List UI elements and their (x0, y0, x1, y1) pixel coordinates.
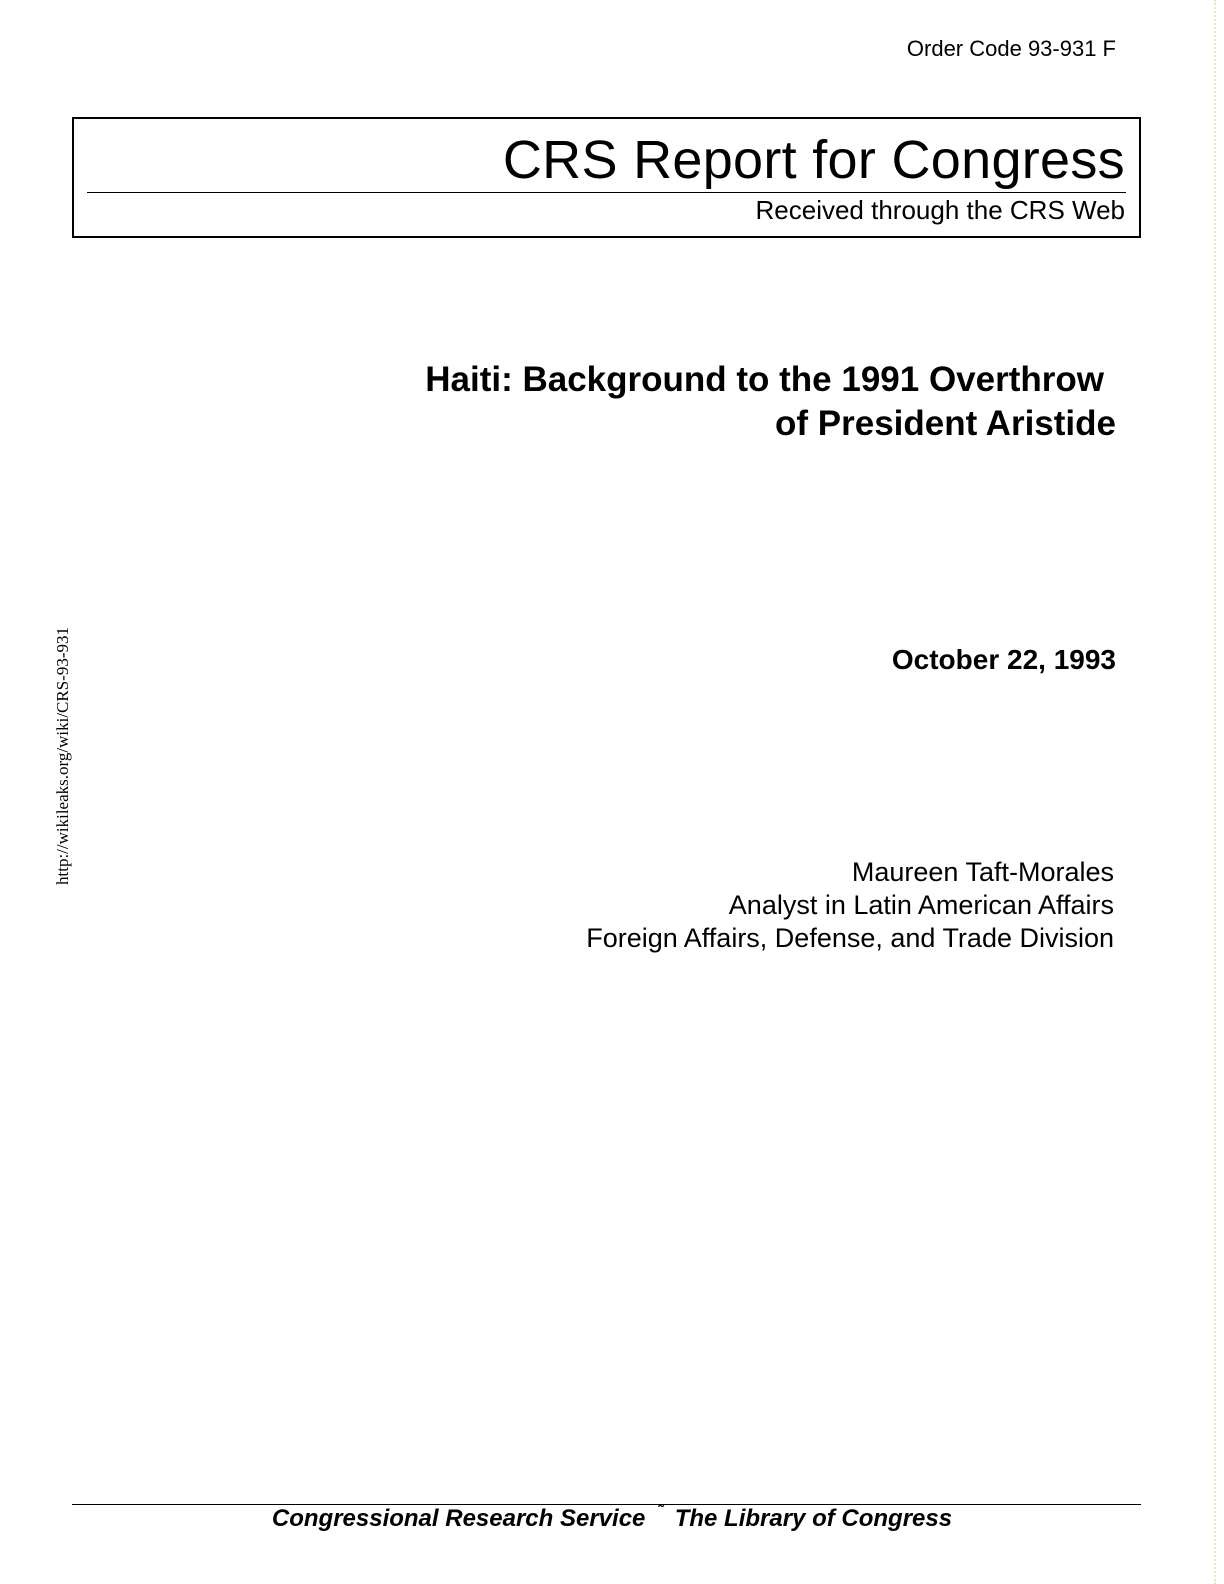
author-division: Foreign Affairs, Defense, and Trade Division (586, 923, 1114, 953)
report-title (425, 358, 1116, 446)
page-edge-decoration (1214, 0, 1224, 1584)
footer (0, 1505, 1224, 1533)
side-source-url: http://wikileaks.org/wiki/CRS-93-931 (53, 627, 72, 885)
report-title-line-2: of President Aristide (775, 404, 1116, 443)
order-code: Order Code 93-931 F (906, 36, 1116, 61)
footer-right: The Library of Congress (674, 1505, 953, 1532)
header-title: CRS Report for Congress (502, 130, 1125, 190)
report-header-box (72, 117, 1141, 238)
header-subtitle: Received through the CRS Web (755, 195, 1125, 225)
author-block (586, 856, 1114, 955)
report-date: October 22, 1993 (891, 644, 1116, 675)
footer-left: Congressional Research Service (271, 1505, 646, 1532)
footer-separator: ˜ (657, 1503, 663, 1520)
report-title-line-1: Haiti: Background to the 1991 Overthrow (425, 360, 1104, 399)
author-position: Analyst in Latin American Affairs (728, 890, 1114, 920)
header-divider (87, 192, 1126, 193)
author-name: Maureen Taft-Morales (851, 857, 1114, 887)
